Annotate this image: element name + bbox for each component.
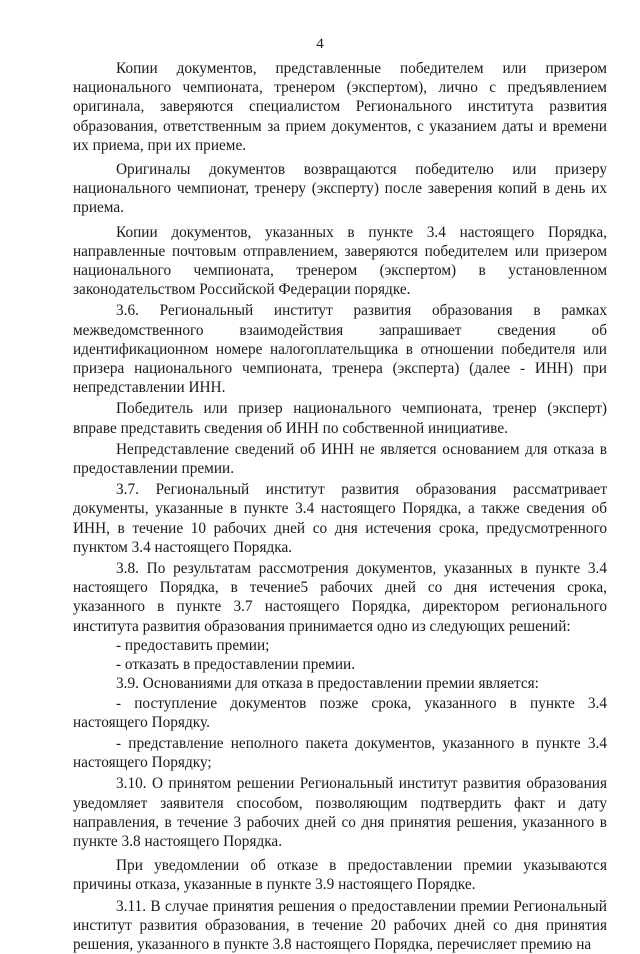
paragraph-3-8: 3.8. По результатам рассмотрения документов, указанных в пункте 3.4 настоящего Порядка, в течение5 рабочих дней со дня истечения срока, указанного в пункте 3.7 настоящего Порядка, директором регионального института развития образования принимается одно из следующих решений:	[73, 560, 607, 635]
paragraph-refusal-reasons: При уведомлении об отказе в предоставлении премии указываются причины отказа, указанные в пункте 3.9 настоящего Порядке.	[73, 857, 607, 894]
paragraph-copies-certification: Копии документов, представленные победителем или призером национального чемпионата, тренером (экспертом), лично с предъявлением оригинала, заверяются специалистом Регионального института развития образования, ответственным за прием документов, с указанием даты и времени их приема, при их приеме.	[73, 60, 607, 154]
paragraph-3-11: 3.11. В случае принятия решения о предоставлении премии Региональный институт развития образования, в течение 20 рабочих дней со дня принятия решения, указанного в пункте 3.8 настоящего Порядка, перечисляет премию на	[73, 897, 607, 953]
list-item-grant-premium: - предоставить премии;	[116, 636, 270, 654]
paragraph-postal-copies: Копии документов, указанных в пункте 3.4 настоящего Порядка, направленные почтовым отправлением, заверяются победителем или призером национального чемпионата, тренером (экспертом) в установленном законодательством Российской Федерации порядке.	[73, 223, 607, 299]
paragraph-inn-initiative: Победитель или призер национального чемпионата, тренер (эксперт) вправе представить сведения об ИНН по собственной инициативе.	[73, 400, 607, 437]
paragraph-3-7: 3.7. Региональный институт развития образования рассматривает документы, указанные в пункте 3.4 настоящего Порядка, а также сведения об ИНН, в течение 10 рабочих дней со дня истечения срока, предусмотренного пунктом 3.4 настоящего Порядка.	[73, 481, 607, 556]
paragraph-originals-return: Оригиналы документов возвращаются победителю или призеру национального чемпионат, тренеру (эксперту) после заверения копий в день их приема.	[73, 161, 607, 217]
document-body	[73, 59, 607, 954]
list-item-incomplete-package: - представление неполного пакета документов, указанного в пункте 3.4 настоящего Порядку;	[73, 734, 607, 772]
list-item-late-documents: - поступление документов позже срока, указанного в пункте 3.4 настоящего Порядку.	[73, 694, 607, 731]
paragraph-3-10: 3.10. О принятом решении Региональный институт развития образования уведомляет заявителя способом, позволяющим подтвердить факт и дату направления, в течение 3 рабочих дней со дня принятия решения, указанного в пункте 3.8 настоящего Порядка.	[73, 775, 607, 850]
paragraph-3-9: 3.9. Основаниями для отказа в предоставлении премии является:	[116, 675, 539, 693]
paragraph-3-6: 3.6. Региональный институт развития образования в рамках межведомственного взаимодействия запрашивает сведения об идентификационном номере налогоплательщика в отношении победителя или призера национального чемпионата, тренера (эксперта) (далее - ИНН) при непредставлении ИНН.	[73, 302, 607, 397]
page-number: 4	[316, 36, 324, 52]
paragraph-inn-not-grounds: Непредставление сведений об ИНН не является основанием для отказа в предоставлении премии.	[73, 440, 607, 478]
list-item-refuse-premium: - отказать в предоставлении премии.	[116, 656, 356, 674]
